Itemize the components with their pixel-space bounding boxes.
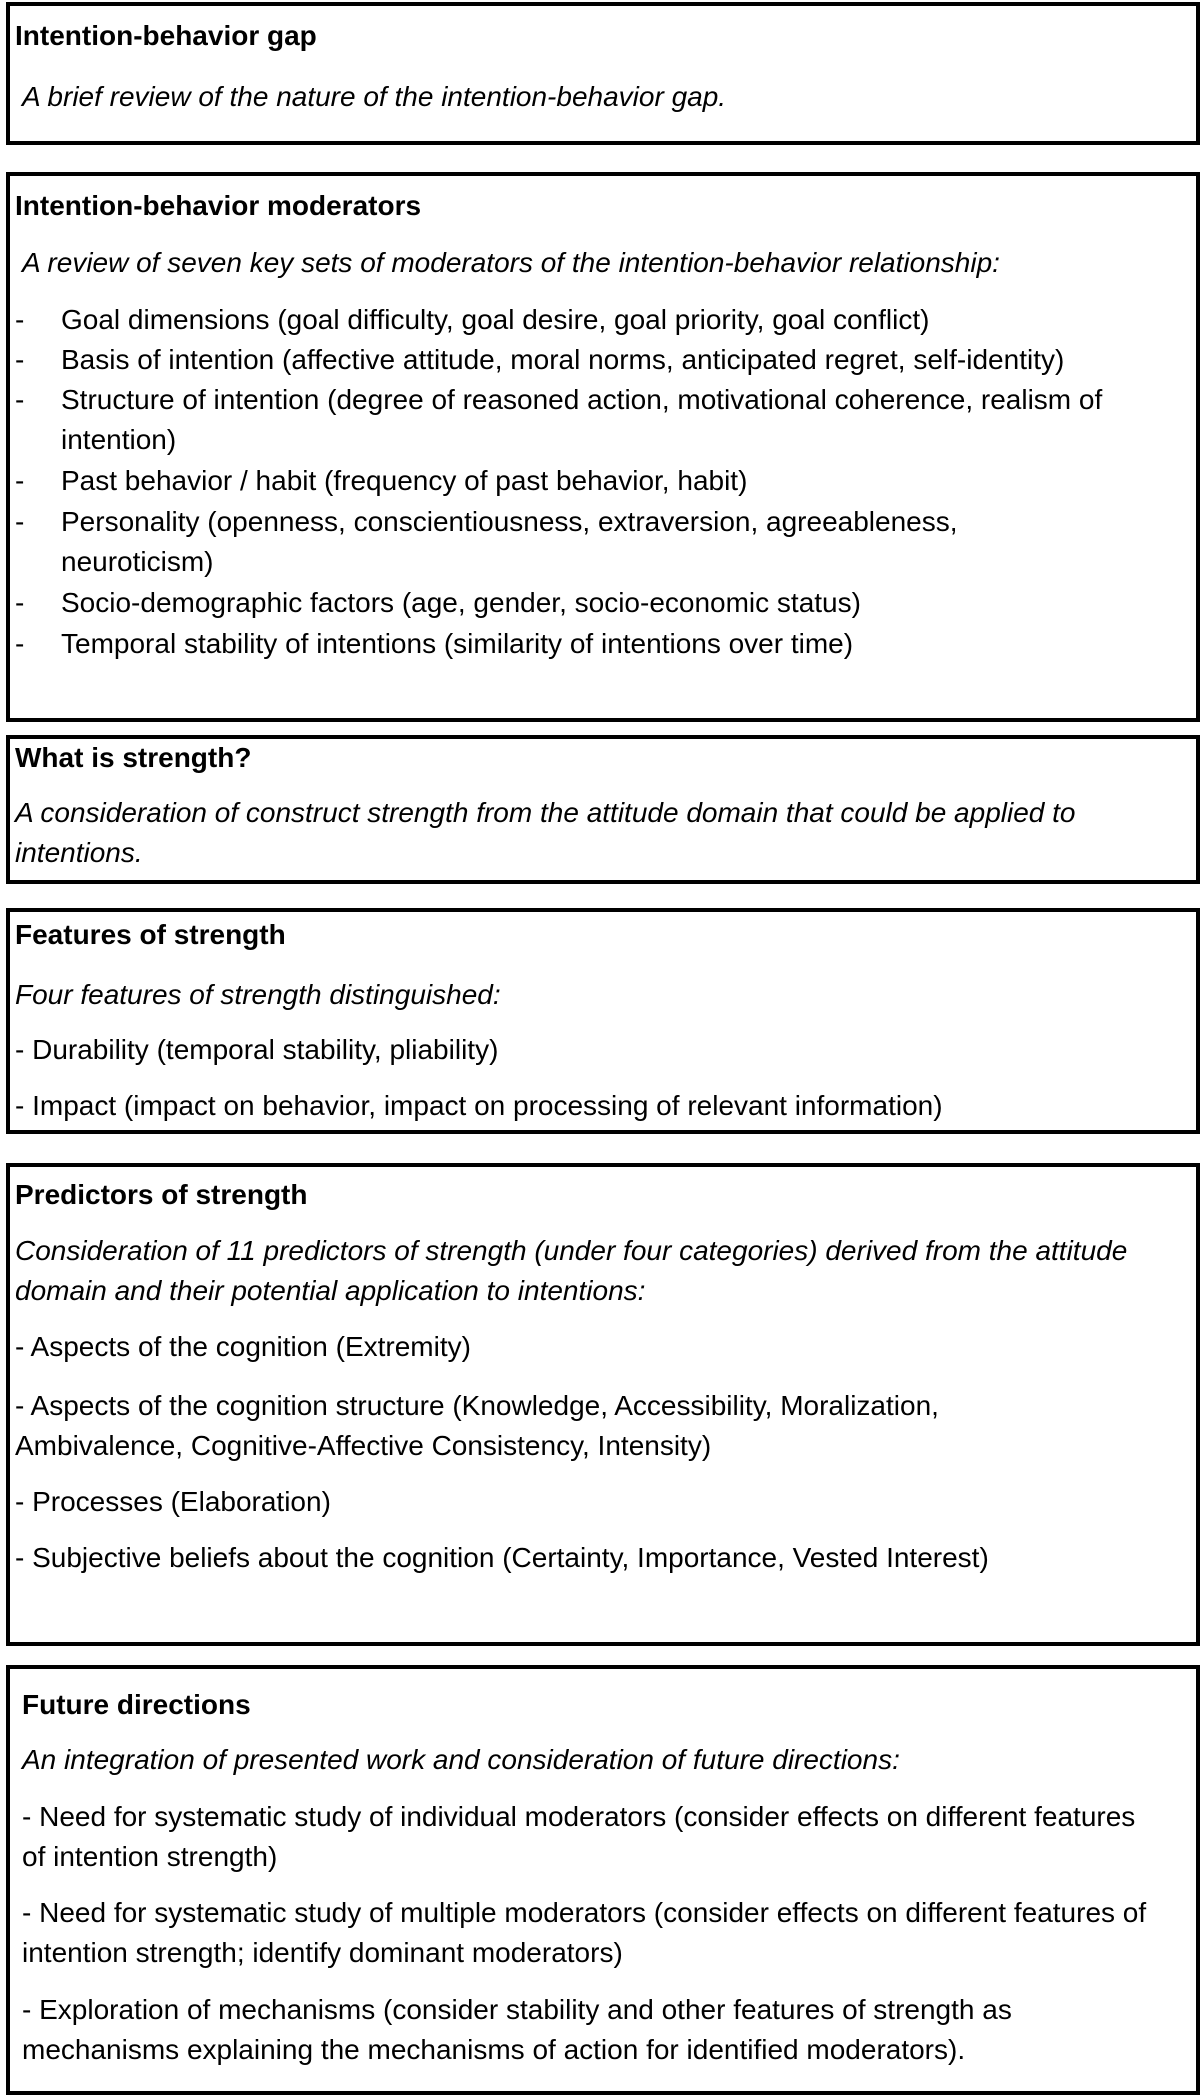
bullet-dash: - (15, 344, 25, 375)
bullet-dash: - (15, 628, 25, 659)
box-title-predictors: Predictors of strength (15, 1179, 308, 1210)
box-subtitle-strength: A consideration of construct strength from the attitude domain that could be applied to intentions. (15, 797, 1076, 868)
bullet-dash: - (15, 465, 25, 496)
box-subtitle-features: Four features of strength distinguished: (15, 979, 501, 1010)
box-title-future: Future directions (22, 1689, 251, 1720)
list-item: - Need for systematic study of multiple moderators (consider effects on different features of intention strength; identify dominant moderators) (22, 1897, 1147, 1968)
bullet-dash: - (15, 304, 25, 335)
list-item: - Exploration of mechanisms (consider stability and other features of strength as mechanisms explaining the mechanisms of action for identified moderators). (22, 1994, 1012, 2065)
box-subtitle-predictors: Consideration of 11 predictors of strength (under four categories) derived from the attitude domain and their potential application to intentions: (15, 1235, 1128, 1306)
list-item: - Subjective beliefs about the cognition (Certainty, Importance, Vested Interest) (15, 1542, 989, 1573)
list-item: Past behavior / habit (frequency of past behavior, habit) (61, 465, 748, 496)
list-item: - Need for systematic study of individual moderators (consider effects on different features of intention strength) (22, 1801, 1136, 1872)
list-item: - Processes (Elaboration) (15, 1486, 331, 1517)
box-title-strength: What is strength? (15, 742, 252, 773)
list-item: Temporal stability of intentions (similarity of intentions over time) (61, 628, 854, 659)
list-item: Basis of intention (affective attitude, moral norms, anticipated regret, self-identity) (61, 344, 1065, 375)
box-title-gap: Intention-behavior gap (15, 20, 317, 51)
list-item: Socio-demographic factors (age, gender, socio-economic status) (61, 587, 861, 618)
bullet-dash: - (15, 384, 25, 415)
list-item: - Impact (impact on behavior, impact on processing of relevant information) (15, 1090, 943, 1121)
list-item: - Aspects of the cognition (Extremity) (15, 1331, 471, 1362)
list-item: Goal dimensions (goal difficulty, goal desire, goal priority, goal conflict) (61, 304, 930, 335)
list-item: Structure of intention (degree of reasoned action, motivational coherence, realism of intention) (61, 384, 1103, 455)
box-title-moderators: Intention-behavior moderators (15, 190, 422, 221)
box-title-features: Features of strength (15, 919, 286, 950)
box-subtitle-gap: A brief review of the nature of the intention-behavior gap. (22, 81, 727, 112)
list-item: - Aspects of the cognition structure (Knowledge, Accessibility, Moralization, Ambivalence, Cognitive-Affective Consistency, Intensity) (15, 1390, 939, 1461)
bullet-dash: - (15, 506, 25, 537)
box-subtitle-future: An integration of presented work and consideration of future directions: (22, 1744, 900, 1775)
box-subtitle-moderators: A review of seven key sets of moderators of the intention-behavior relationship: (22, 247, 1000, 278)
list-item: Personality (openness, conscientiousness, extraversion, agreeableness, neuroticism) (61, 506, 958, 577)
bullet-dash: - (15, 587, 25, 618)
list-item: - Durability (temporal stability, pliability) (15, 1034, 499, 1065)
